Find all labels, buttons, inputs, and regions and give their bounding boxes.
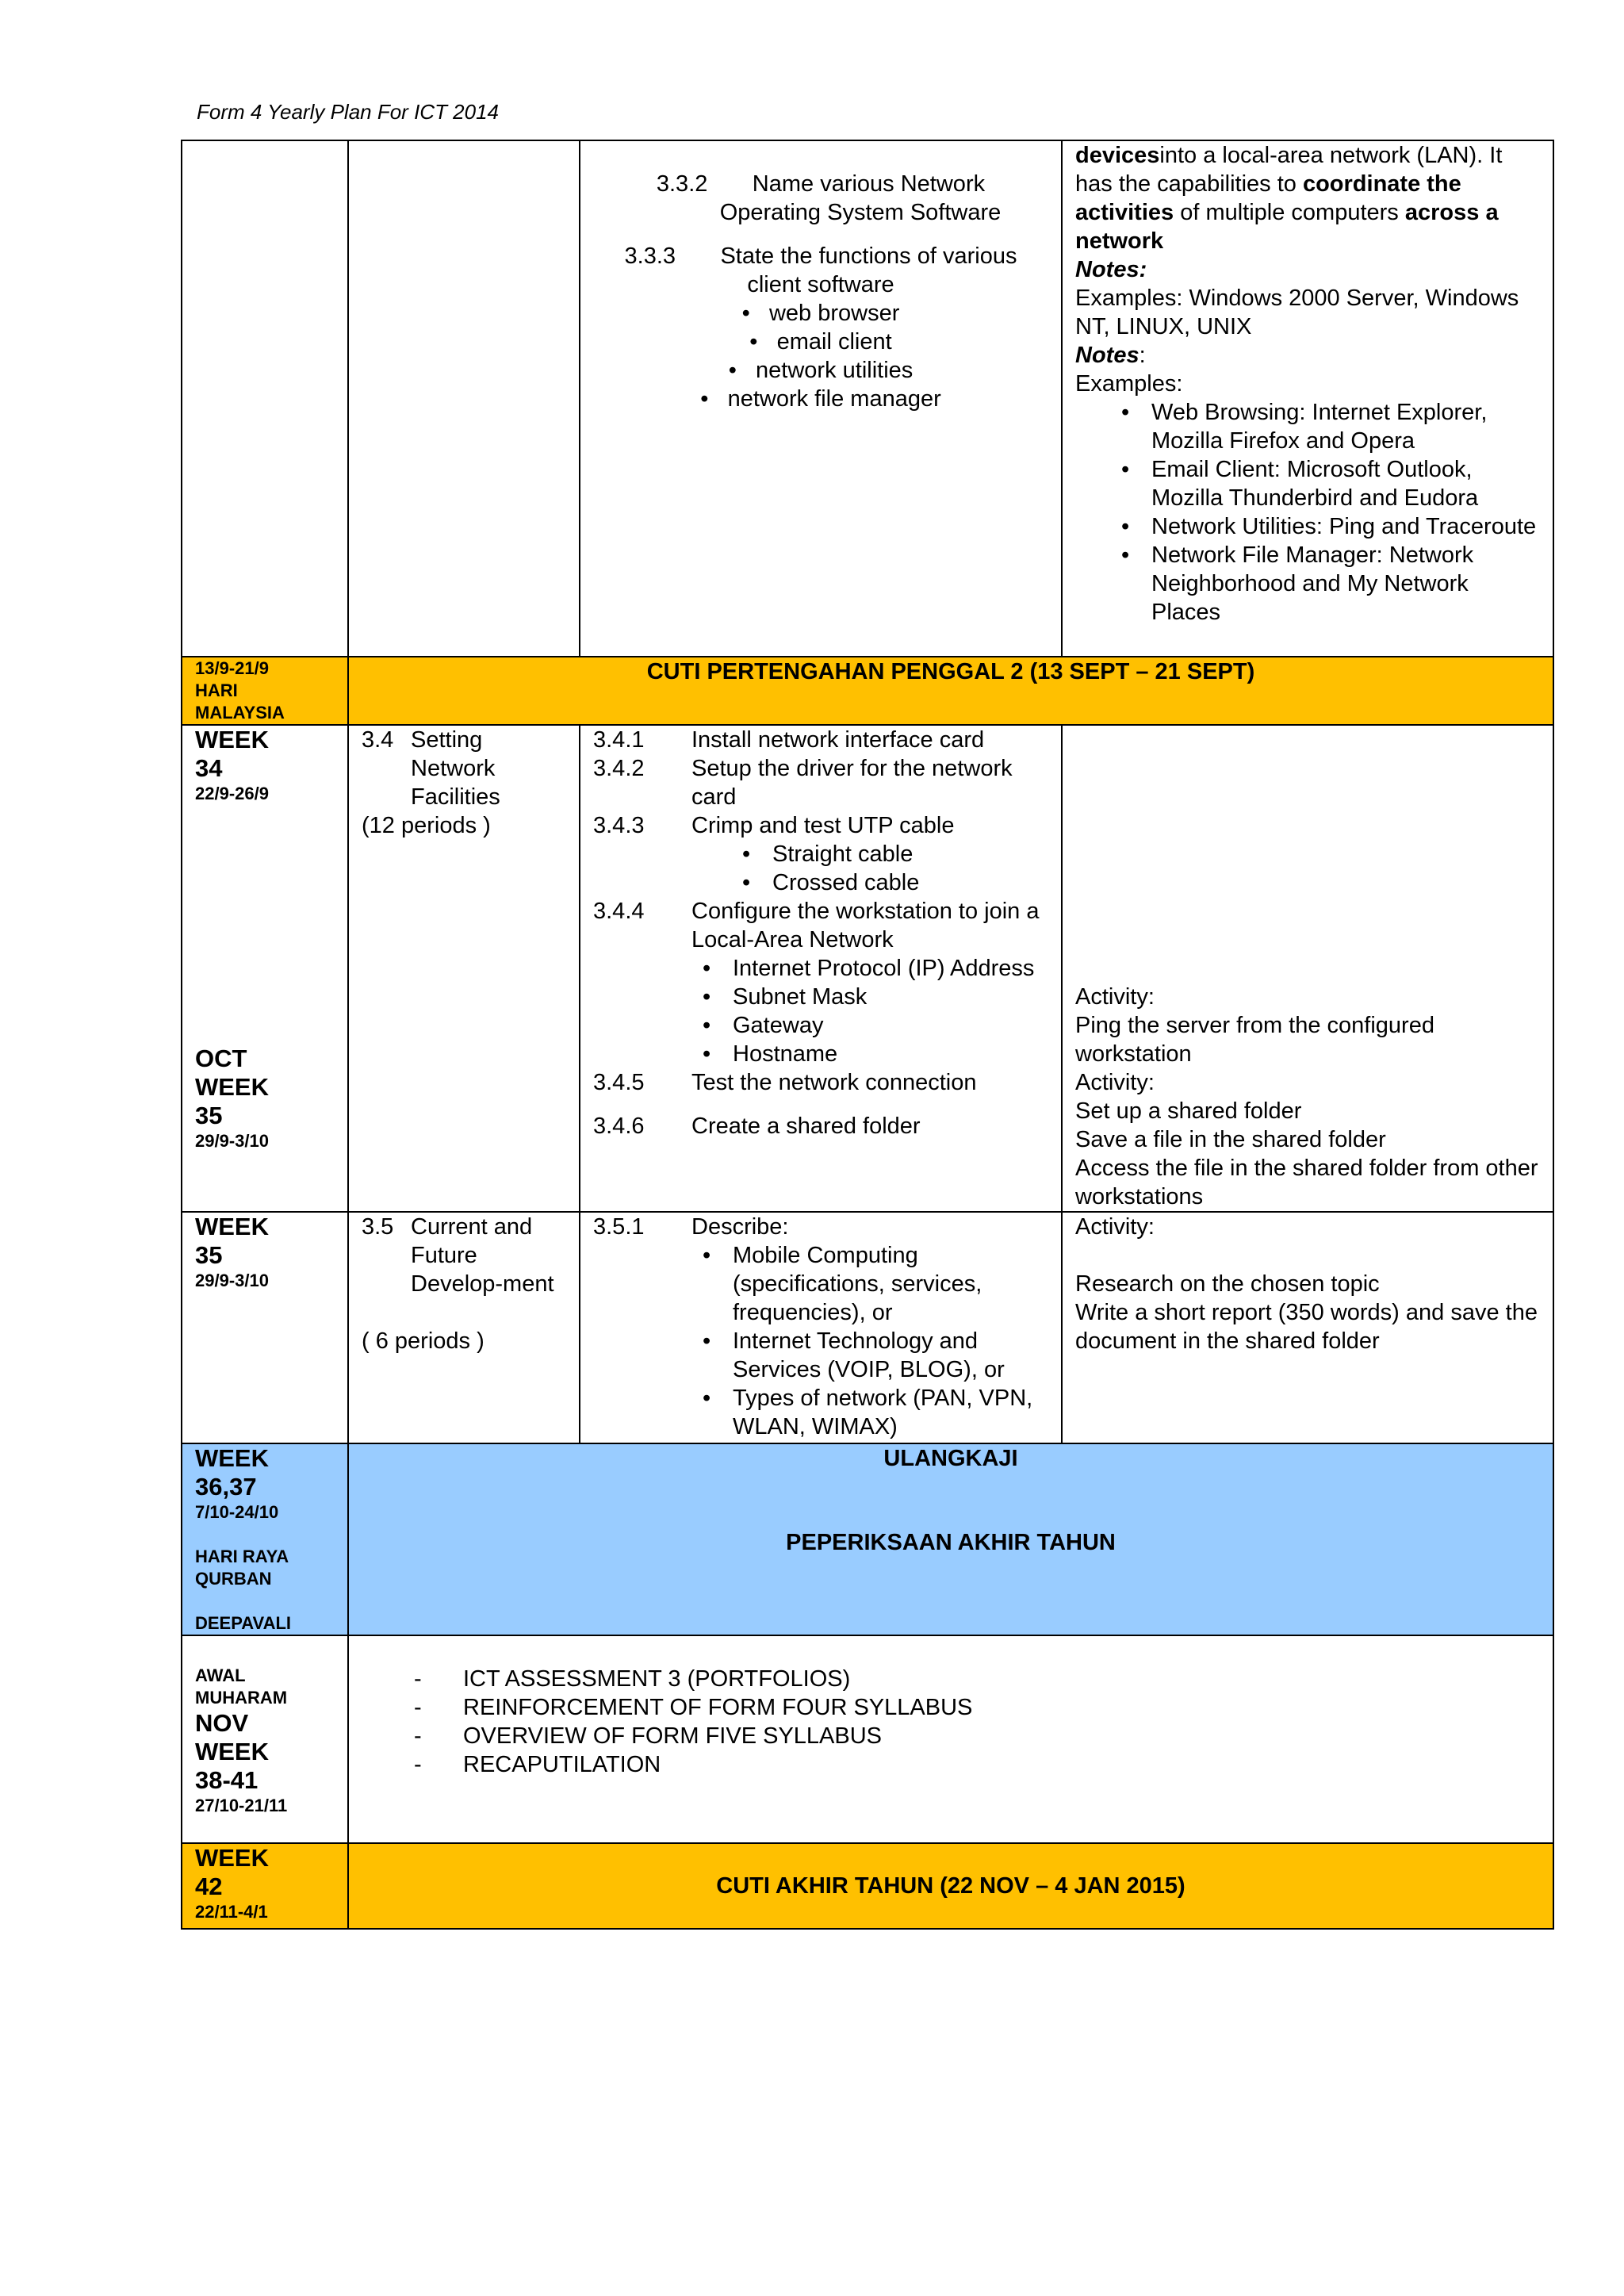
- week-cell: [182, 140, 348, 657]
- activity-label: Activity:: [1075, 1070, 1155, 1095]
- list-item: • Gateway: [691, 1011, 1048, 1040]
- list-item: • Straight cable: [731, 840, 1048, 868]
- table-row: [182, 657, 1553, 725]
- list-item: • network file manager: [700, 386, 941, 412]
- describe-list: [691, 1241, 1048, 1441]
- list-item: - ICT ASSESSMENT 3 (PORTFOLIOS): [414, 1666, 851, 1692]
- activity-text: Research on the chosen topic: [1075, 1271, 1380, 1297]
- learning-outcome-cell: [580, 140, 1062, 657]
- list-item: - RECAPUTILATION: [414, 1752, 661, 1777]
- week-cell: 13/9-21/9 HARI MALAYSIA: [182, 657, 348, 725]
- week-cell: WEEK 42 22/11-4/1: [182, 1843, 348, 1929]
- week-cell: WEEK 34 22/9-26/9 OCT WEEK 35 29/9-3/10: [182, 725, 348, 1212]
- table-row: [182, 1212, 1553, 1443]
- topic-title: Setting Network Facilities: [411, 727, 500, 810]
- topic-title: Current and Future Develop-ment: [411, 1214, 554, 1297]
- examples-label: Examples:: [1075, 371, 1183, 397]
- examples-list: [1110, 398, 1540, 627]
- list-item: • Internet Technology and Services (VOIP, BLOG), or: [691, 1327, 1048, 1384]
- cable-list: [731, 840, 1048, 897]
- holiday-banner: CUTI AKHIR TAHUN (22 NOV – 4 JAN 2015): [348, 1843, 1553, 1929]
- list-item: - OVERVIEW OF FORM FIVE SYLLABUS: [414, 1723, 883, 1749]
- list-item: • Types of network (PAN, VPN, WLAN, WIMAX): [691, 1384, 1048, 1441]
- list-item: • web browser: [741, 301, 900, 326]
- activity-text: Ping the server from the configured workstation: [1075, 1013, 1434, 1067]
- topic-cell: [348, 1212, 580, 1443]
- learning-outcome: 3.5.1 Describe:: [593, 1214, 789, 1240]
- remarks-cell: [1062, 725, 1553, 1212]
- learning-outcome-cell: [580, 725, 1062, 1212]
- table-row: [182, 1843, 1553, 1929]
- list-item: • Internet Protocol (IP) Address: [691, 954, 1048, 983]
- list-item: • Hostname: [691, 1040, 1048, 1068]
- topic-cell: [348, 140, 580, 657]
- list-item: • network utilities: [728, 358, 914, 383]
- activity-text: Access the file in the shared folder from other workstations: [1075, 1156, 1538, 1209]
- week-cell: WEEK 35 29/9-3/10: [182, 1212, 348, 1443]
- activity-label: Activity:: [1075, 984, 1155, 1010]
- activity-text: Set up a shared folder: [1075, 1098, 1302, 1124]
- notes-label: Notes:: [1075, 343, 1146, 368]
- learning-outcome: 3.3.3 State the functions of various client software: [624, 243, 1017, 297]
- remarks-cell: [1062, 1212, 1553, 1443]
- list-item: • Subnet Mask: [691, 983, 1048, 1011]
- list-item: • email client: [749, 329, 892, 355]
- list-item: • Crossed cable: [731, 868, 1048, 897]
- table-row: [182, 1635, 1553, 1843]
- list-item: - REINFORCEMENT OF FORM FOUR SYLLABUS: [414, 1695, 973, 1720]
- list-item: • Network Utilities: Ping and Traceroute: [1110, 512, 1540, 541]
- topic-cell: [348, 725, 580, 1212]
- notes-label: Notes:: [1075, 257, 1147, 282]
- activity-text: Save a file in the shared folder: [1075, 1127, 1386, 1152]
- topic-number: 3.4: [362, 727, 394, 753]
- activity-label: Activity:: [1075, 1214, 1155, 1240]
- topic-number: 3.5: [362, 1214, 394, 1240]
- table-row: [182, 1443, 1553, 1635]
- remarks-text: devicesinto a local-area network (LAN). It has the capabilities to coordinate the activities of multiple computers across a network: [1075, 143, 1503, 254]
- week-cell: WEEK 36,37 7/10-24/10 HARI RAYA QURBAN DEEPAVALI: [182, 1443, 348, 1635]
- learning-outcome: 3.4.2 Setup the driver for the network card: [593, 756, 1013, 810]
- software-list: [593, 299, 1048, 413]
- exam-banner: [348, 1443, 1553, 1635]
- learning-outcome-cell: [580, 1212, 1062, 1443]
- week-cell: AWAL MUHARAM NOV WEEK 38-41 27/10-21/11: [182, 1635, 348, 1843]
- learning-outcome: 3.4.3 Crimp and test UTP cable: [593, 813, 955, 838]
- learning-outcome: 3.4.1 Install network interface card: [593, 727, 985, 753]
- list-item: • Web Browsing: Internet Explorer, Mozilla Firefox and Opera: [1110, 398, 1540, 455]
- exam-title: PEPERIKSAAN AKHIR TAHUN: [786, 1530, 1116, 1555]
- learning-outcome: 3.4.5 Test the network connection: [593, 1070, 977, 1095]
- page-header: Form 4 Yearly Plan For ICT 2014: [197, 100, 500, 124]
- activity-text: Write a short report (350 words) and save the document in the shared folder: [1075, 1300, 1538, 1354]
- activities-cell: [348, 1635, 1553, 1843]
- table-row: [182, 140, 1553, 657]
- learning-outcome: 3.4.6 Create a shared folder: [593, 1114, 921, 1139]
- holiday-banner: CUTI PERTENGAHAN PENGGAL 2 (13 SEPT – 21 SEPT): [348, 657, 1553, 725]
- periods: ( 6 periods ): [362, 1328, 485, 1354]
- list-item: • Mobile Computing (specifications, services, frequencies), or: [691, 1241, 1048, 1327]
- yearly-plan-table: [181, 140, 1554, 1930]
- learning-outcome: 3.4.4 Configure the workstation to join a Local-Area Network: [593, 899, 1040, 953]
- periods: (12 periods ): [362, 813, 491, 838]
- remarks-cell: [1062, 140, 1553, 657]
- list-item: • Email Client: Microsoft Outlook, Mozilla Thunderbird and Eudora: [1110, 455, 1540, 512]
- list-item: • Network File Manager: Network Neighborhood and My Network Places: [1110, 541, 1540, 627]
- notes-text: Examples: Windows 2000 Server, Windows NT, LINUX, UNIX: [1075, 286, 1519, 339]
- learning-outcome: 3.3.2 Name various Network Operating System Software: [656, 171, 1002, 225]
- revision-title: ULANGKAJI: [883, 1446, 1018, 1471]
- table-row: [182, 725, 1553, 1212]
- config-list: [691, 954, 1048, 1068]
